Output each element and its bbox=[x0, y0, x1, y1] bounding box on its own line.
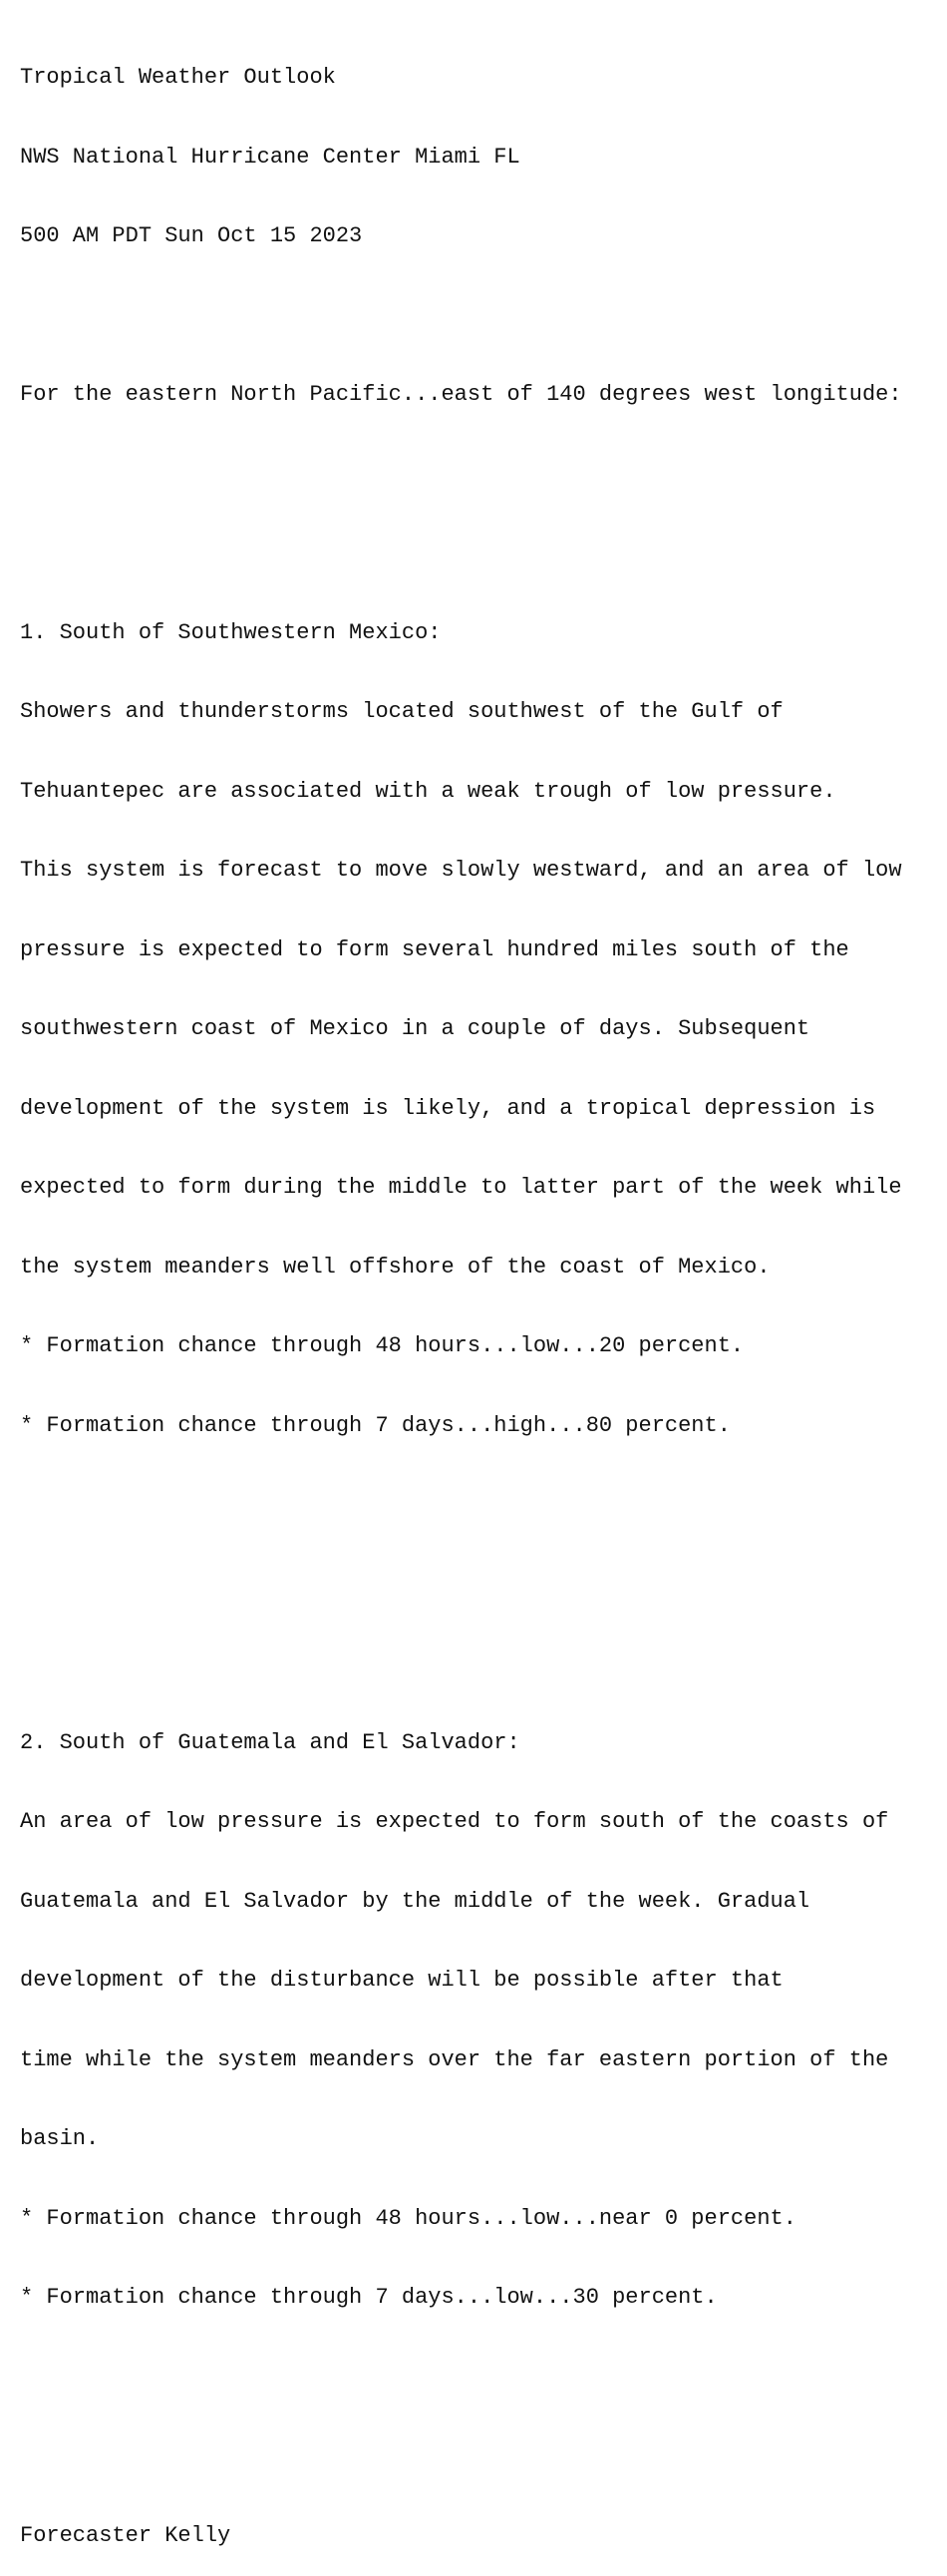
system-1-body-line: southwestern coast of Mexico in a couple of days. Subsequent bbox=[20, 1016, 810, 1041]
system-2-body-line: Guatemala and El Salvador by the middle of the week. Gradual bbox=[20, 1888, 810, 1914]
system-1-body-line: Showers and thunderstorms located southwest of the Gulf of bbox=[20, 699, 784, 724]
system-1-heading: 1. South of Southwestern Mexico: bbox=[20, 619, 442, 645]
system-1-section bbox=[20, 567, 947, 1493]
blank-line bbox=[20, 2443, 947, 2470]
system-1-chance-7d: * Formation chance through 7 days...high...80 percent. bbox=[20, 1412, 731, 1438]
system-2-heading: 2. South of Guatemala and El Salvador: bbox=[20, 1729, 520, 1755]
forecaster-signature: Forecaster Kelly bbox=[20, 2522, 231, 2548]
system-2-body-line: development of the disturbance will be possible after that bbox=[20, 1968, 784, 1993]
system-2-body-line: An area of low pressure is expected to form south of the coasts of bbox=[20, 1809, 889, 1834]
system-1-chance-48h: * Formation chance through 48 hours...low...20 percent. bbox=[20, 1333, 745, 1358]
system-1-body-line: development of the system is likely, and a tropical depression is bbox=[20, 1095, 876, 1121]
system-1-body-line: expected to form during the middle to latter part of the week while bbox=[20, 1175, 902, 1200]
blank-line bbox=[20, 1572, 947, 1599]
blank-line bbox=[20, 303, 947, 330]
system-2-chance-48h: * Formation chance through 48 hours...low...near 0 percent. bbox=[20, 2205, 796, 2231]
system-1-body-line: the system meanders well offshore of the coast of Mexico. bbox=[20, 1254, 771, 1280]
outlook-document bbox=[20, 12, 947, 2576]
system-2-chance-7d: * Formation chance through 7 days...low...30 percent. bbox=[20, 2285, 718, 2310]
document-title: Tropical Weather Outlook bbox=[20, 65, 336, 90]
issuing-office: NWS National Hurricane Center Miami FL bbox=[20, 144, 520, 170]
region-intro: For the eastern North Pacific...east of 140 degrees west longitude: bbox=[20, 382, 902, 407]
system-1-body-line: Tehuantepec are associated with a weak trough of low pressure. bbox=[20, 778, 836, 804]
blank-line bbox=[20, 462, 947, 489]
system-1-body-line: pressure is expected to form several hundred miles south of the bbox=[20, 936, 849, 962]
system-2-body-line: time while the system meanders over the far eastern portion of the bbox=[20, 2046, 889, 2072]
system-2-body-line: basin. bbox=[20, 2126, 100, 2151]
system-1-body-line: This system is forecast to move slowly westward, and an area of low bbox=[20, 858, 902, 883]
system-2-section bbox=[20, 1677, 947, 2365]
issue-time: 500 AM PDT Sun Oct 15 2023 bbox=[20, 223, 363, 248]
